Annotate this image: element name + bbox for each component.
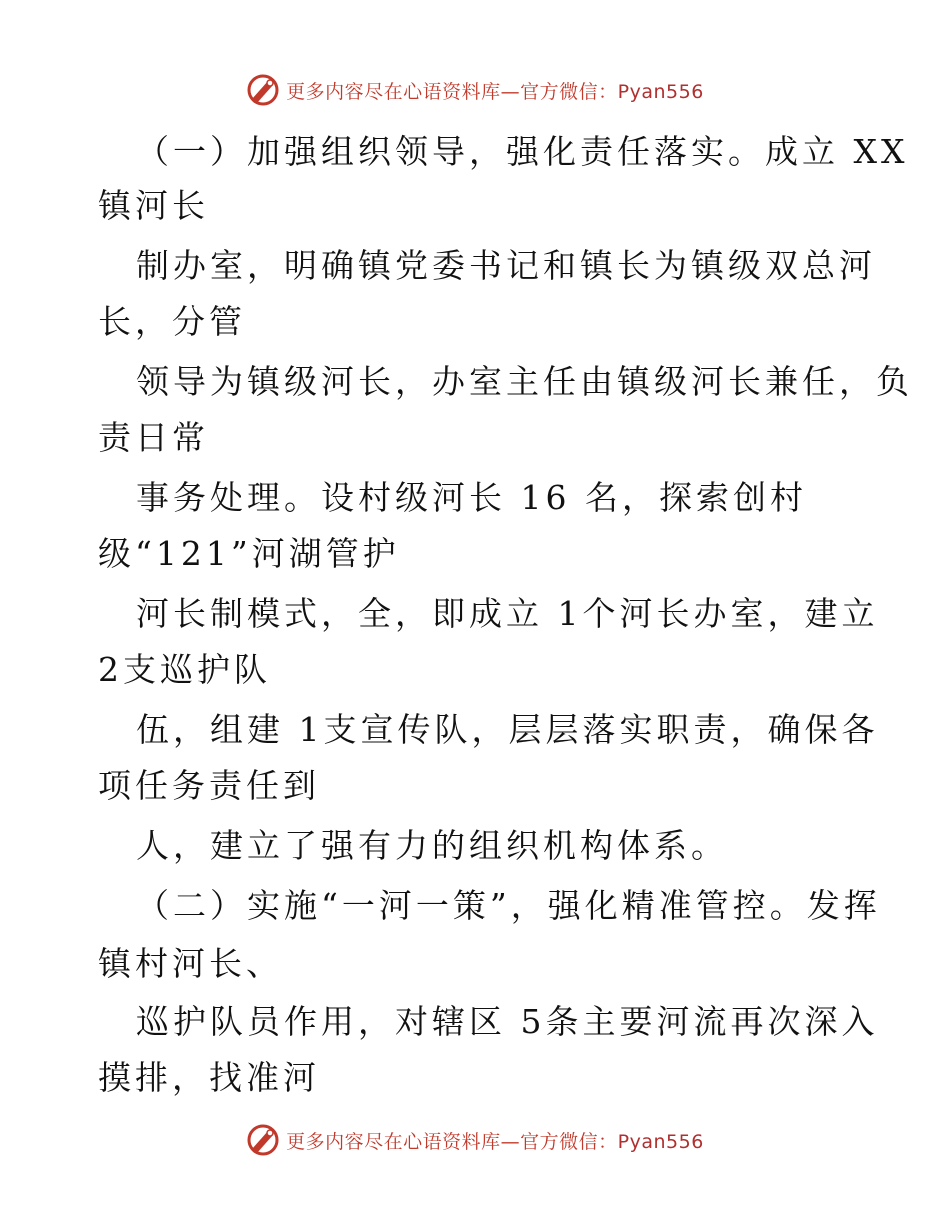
pen-logo-icon	[246, 1123, 280, 1157]
text-line: 镇河长	[98, 186, 209, 225]
watermark-text	[286, 1127, 704, 1154]
text-line: （二）实施“一河一策”，强化精准管控。发挥	[136, 886, 881, 925]
text-line: 河长制模式，全，即成立 1个河长办室，建立	[136, 594, 879, 633]
watermark-bottom	[0, 1120, 950, 1160]
text-line: 巡护队员作用，对辖区 5条主要河流再次深入	[136, 1002, 879, 1041]
text-line: （一）加强组织领导，强化责任落实。成立 XX	[136, 132, 909, 171]
watermark-text	[286, 77, 704, 104]
text-line: 项任务责任到	[98, 766, 320, 805]
watermark-label: 更多内容尽在心语资料库—官方微信：	[286, 1130, 618, 1153]
watermark-id: Pyan556	[617, 80, 704, 103]
text-line: 摸排，找准河	[98, 1058, 320, 1097]
text-line: 事务处理。设村级河长 16 名，探索创村	[136, 478, 807, 517]
text-line: 人，建立了强有力的组织机构体系。	[136, 826, 728, 865]
watermark-id: Pyan556	[617, 1130, 704, 1153]
text-line: 伍，组建 1支宣传队，层层落实职责，确保各	[136, 710, 879, 749]
text-line: 领导为镇级河长，办室主任由镇级河长兼任，负	[136, 362, 913, 401]
text-line: 镇村河长、	[98, 944, 283, 983]
text-line: 责日常	[98, 418, 209, 457]
text-line: 长，分管	[98, 302, 246, 341]
text-line: 制办室，明确镇党委书记和镇长为镇级双总河	[136, 246, 876, 285]
text-line: 级“121”河湖管护	[98, 534, 400, 573]
watermark-label: 更多内容尽在心语资料库—官方微信：	[286, 80, 618, 103]
watermark-top	[0, 70, 950, 110]
pen-logo-icon	[246, 73, 280, 107]
text-line: 2支巡护队	[98, 650, 271, 689]
